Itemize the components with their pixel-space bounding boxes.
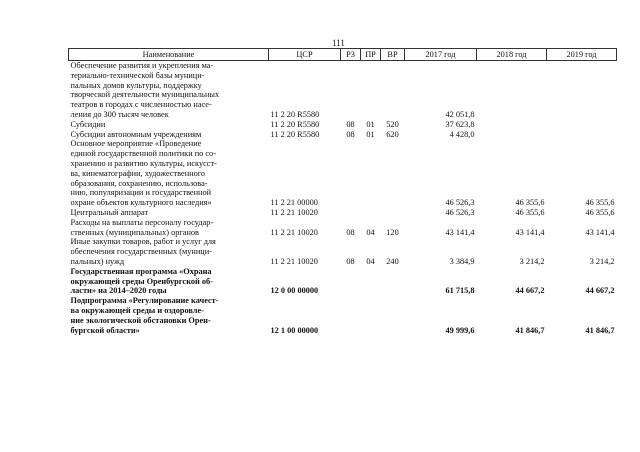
row-name-line: образования, сохранению, использова-	[70, 178, 208, 188]
header-2017: 2017 год	[405, 49, 477, 61]
row-rz	[341, 267, 361, 296]
row-csr: 11 2 20 R5580	[270, 109, 320, 119]
row-2017: 46 526,3	[445, 198, 475, 208]
row-vr: 520	[386, 119, 399, 129]
row-2018: 41 846,7	[515, 325, 545, 335]
row-name	[69, 218, 269, 238]
row-csr: 11 2 21 10020	[270, 256, 318, 266]
row-rz	[341, 61, 361, 120]
row-name	[69, 139, 269, 208]
header-2019: 2019 год	[547, 49, 617, 61]
row-2018: 46 355,6	[515, 207, 545, 217]
row-name-line: Центральный аппарат	[70, 207, 149, 217]
row-name-line: териально-технической базы муници-	[70, 70, 205, 80]
row-vr	[381, 208, 405, 218]
row-name-line: ва, кинематографии, художественного	[70, 168, 206, 178]
header-2018: 2018 год	[477, 49, 547, 61]
row-name-line: окружающей среды Оренбургской об-	[70, 276, 213, 286]
row-rz: 08	[346, 129, 355, 139]
row-name	[69, 296, 269, 335]
row-name-line: творческой деятельности муниципальных	[70, 90, 220, 100]
row-2017: 4 428,0	[449, 129, 475, 139]
row-2019	[547, 61, 617, 120]
row-2018	[477, 130, 547, 140]
row-2019: 44 667,2	[585, 286, 615, 296]
row-name-line: ственных (муниципальных) органов	[70, 227, 199, 237]
table-row	[69, 139, 617, 208]
row-rz	[341, 208, 361, 218]
row-2017: 49 999,6	[445, 325, 475, 335]
table-row	[69, 61, 617, 120]
row-name	[69, 208, 269, 218]
header-name: Наименование	[69, 49, 269, 61]
header-vr: ВР	[381, 49, 405, 61]
row-csr: 11 2 20 R5580	[270, 119, 320, 129]
row-name-line: ления до 300 тысяч человек	[70, 109, 169, 119]
row-pr: 04	[366, 227, 375, 237]
row-2019: 41 846,7	[585, 325, 615, 335]
row-pr	[361, 208, 381, 218]
row-name	[69, 61, 269, 120]
header-pr: ПР	[361, 49, 381, 61]
row-vr	[381, 61, 405, 120]
row-pr	[361, 267, 381, 296]
row-2018: 43 141,4	[515, 227, 545, 237]
row-name	[69, 120, 269, 130]
row-csr: 12 0 00 00000	[270, 286, 319, 296]
row-name-line: Иные закупки товаров, работ и услуг для	[70, 237, 216, 247]
row-vr: 240	[386, 256, 399, 266]
row-name-line: пальных) нужд	[70, 256, 125, 266]
row-name-line: Субсидии автономным учреждениям	[70, 129, 202, 139]
row-csr: 11 2 20 R5580	[270, 129, 320, 139]
row-2019	[547, 120, 617, 130]
row-csr: 11 2 21 00000	[270, 198, 318, 208]
row-name-line: ва окружающей среды и оздоровле-	[70, 305, 204, 315]
table-row	[69, 218, 617, 238]
header-rz: РЗ	[341, 49, 361, 61]
row-vr: 620	[386, 129, 399, 139]
table-row	[69, 296, 617, 335]
row-vr	[381, 296, 405, 335]
row-csr: 11 2 21 10020	[270, 227, 318, 237]
row-pr	[361, 296, 381, 335]
row-2019: 46 355,6	[585, 198, 615, 208]
row-2017: 37 623,8	[445, 119, 475, 129]
row-2019: 46 355,6	[585, 207, 615, 217]
row-name-line: театров в городах с численностью насе-	[70, 100, 212, 110]
row-2017: 46 526,3	[445, 207, 475, 217]
row-2017: 43 141,4	[445, 227, 475, 237]
row-2019	[547, 130, 617, 140]
row-name	[69, 237, 269, 266]
row-name-line: ласти» на 2014–2020 годы	[70, 286, 167, 296]
row-rz	[341, 296, 361, 335]
row-2017: 61 715,8	[445, 286, 475, 296]
page-number: 111	[332, 38, 345, 48]
row-pr: 04	[366, 256, 375, 266]
row-csr: 11 2 21 10020	[270, 207, 318, 217]
row-name-line: Обеспечение развития и укрепления ма-	[70, 61, 214, 70]
row-2018: 44 667,2	[515, 286, 545, 296]
row-2019: 3 214,2	[589, 256, 615, 266]
row-vr	[381, 139, 405, 208]
table-row	[69, 267, 617, 296]
row-name-line: единой государственной политики по со-	[70, 149, 216, 159]
row-csr: 12 1 00 00000	[270, 325, 319, 335]
row-name-line: Подпрограмма «Регулирование качест-	[70, 296, 219, 306]
row-name	[69, 130, 269, 140]
row-rz: 08	[346, 227, 355, 237]
row-name-line: Основное мероприятие «Проведение	[70, 139, 202, 149]
row-2019: 43 141,4	[585, 227, 615, 237]
row-pr	[361, 61, 381, 120]
row-pr: 01	[366, 119, 375, 129]
row-name-line: Расходы на выплаты персоналу государ-	[70, 217, 214, 227]
row-vr	[381, 267, 405, 296]
row-name-line: охране объектов культурного наследия»	[70, 198, 212, 208]
row-2018	[477, 61, 547, 120]
table-row	[69, 130, 617, 140]
row-pr: 01	[366, 129, 375, 139]
row-rz: 08	[346, 256, 355, 266]
row-2018: 3 214,2	[519, 256, 545, 266]
table-row	[69, 237, 617, 266]
row-2018	[477, 120, 547, 130]
row-pr	[361, 139, 381, 208]
row-2018: 46 355,6	[515, 198, 545, 208]
row-2017: 3 384,9	[449, 256, 475, 266]
budget-table	[68, 48, 617, 335]
row-rz: 08	[346, 119, 355, 129]
row-vr: 120	[386, 227, 399, 237]
row-rz	[341, 139, 361, 208]
table-header	[69, 49, 617, 61]
row-name-line: Государственная программа «Охрана	[70, 266, 212, 276]
row-name-line: нию, популяризации и государственной	[70, 188, 212, 198]
row-name-line: Субсидии	[70, 119, 106, 129]
header-csr: ЦСР	[269, 49, 341, 61]
row-name-line: хранению и развитию культуры, искусст-	[70, 158, 217, 168]
row-2017: 42 051,8	[445, 109, 475, 119]
table-row	[69, 120, 617, 130]
row-name-line: обеспечения государственных (муници-	[70, 247, 212, 257]
row-name	[69, 267, 269, 296]
table-body	[69, 61, 617, 336]
row-name-line: пальных домов культуры, поддержку	[70, 80, 202, 90]
table-row	[69, 208, 617, 218]
row-name-line: бургской области»	[70, 325, 140, 335]
row-name-line: ние экологической обстановки Орен-	[70, 315, 211, 325]
